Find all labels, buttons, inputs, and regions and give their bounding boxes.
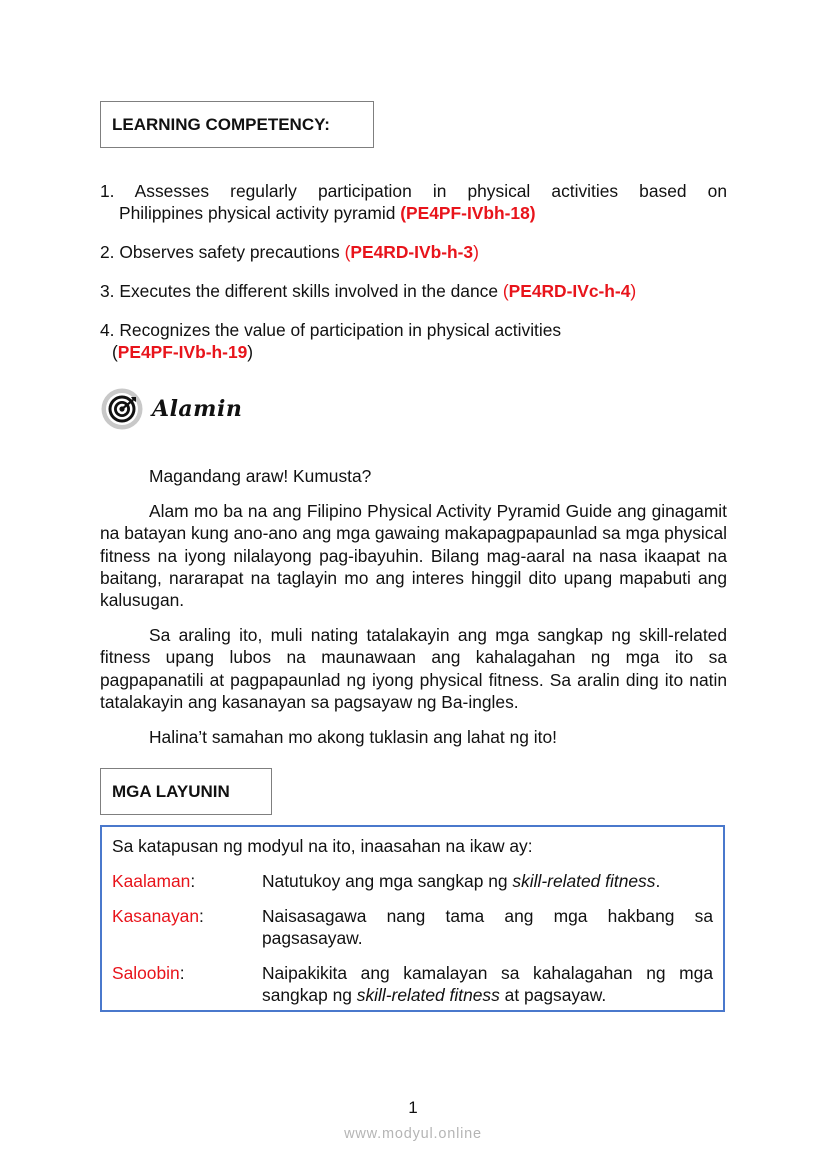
- competency-item-1: [100, 180, 727, 224]
- desc-text: Naisasagawa nang tama ang mga hakbang sa pagsasayaw.: [262, 906, 713, 948]
- competency-item-2: [100, 241, 727, 263]
- desc-text: at pagsayaw.: [499, 985, 607, 1005]
- footer-watermark-url: www.modyul.online: [344, 1126, 482, 1142]
- competency-item-3: [100, 280, 727, 302]
- item-number: 3.: [100, 281, 115, 301]
- desc-italic: skill-related fitness: [356, 985, 500, 1005]
- paragraph: Sa araling ito, muli nating tatalakayin ang mga sangkap ng skill-related fitness upang lubos na maunawaan ang kahalagahan ng mga ito sa pagpapanatili at pagpapaunlad ng iyong physical fitness. Sa aralin ding ito natin tatalakayin ang kasanayan sa pagsayaw ng Ba-ingles.: [100, 625, 727, 712]
- desc-text: Natutukoy ang mga sangkap ng: [262, 871, 513, 891]
- objectives-box: [100, 825, 725, 1012]
- target-icon: [101, 388, 143, 430]
- objective-description: [262, 905, 713, 949]
- learning-competency-heading-box: [100, 101, 374, 148]
- item-number: 1.: [100, 181, 115, 201]
- objective-description: [262, 962, 713, 1006]
- paren: ): [630, 281, 637, 301]
- paragraph: Halina’t samahan mo akong tuklasin ang lahat ng ito!: [149, 727, 557, 748]
- item-text: Assesses regularly participation in physical activities based on: [134, 181, 727, 201]
- objective-label: Saloobin: [112, 963, 180, 983]
- item-number: 4.: [100, 320, 115, 340]
- objective-row-kasanayan: [112, 905, 713, 949]
- item-text: Philippines physical activity pyramid: [119, 203, 401, 223]
- objective-label: Kasanayan: [112, 906, 200, 926]
- paren: (: [502, 281, 509, 301]
- alamin-body: [100, 465, 727, 761]
- mga-layunin-heading: MGA LAYUNIN: [112, 781, 230, 801]
- colon: :: [190, 871, 196, 891]
- paragraph: Alam mo ba na ang Filipino Physical Activity Pyramid Guide ang ginagamit na batayan kung ano-ano ang mga gawaing makapagpapaunlad sa mga physical fitness na iyong nilalayong pag-ibayuhin. Bilang mag-aaral na nasa ikaapat na baitang, nararapat na taglayin mo ang interes hinggil dito upang mapabuti ang kalusugan.: [100, 501, 727, 611]
- paren: ): [247, 342, 254, 362]
- paren: ): [473, 242, 479, 262]
- competency-code: PE4RD-IVb-h-3: [350, 242, 474, 262]
- competency-code: PE4RD-IVc-h-4: [508, 281, 631, 301]
- colon: :: [199, 906, 204, 926]
- colon: :: [179, 963, 185, 983]
- objective-row-saloobin: [112, 962, 713, 1006]
- objective-row-kaalaman: [112, 870, 713, 892]
- competency-list: [100, 180, 727, 380]
- paren: (: [344, 242, 351, 262]
- item-text: Executes the different skills involved in the dance: [119, 281, 503, 301]
- paren: (: [112, 342, 118, 362]
- objective-description: [262, 870, 713, 892]
- competency-code: (PE4PF-IVbh-18): [400, 203, 536, 223]
- paragraph: Magandang araw! Kumusta?: [149, 466, 372, 486]
- item-text: Recognizes the value of participation in physical activities: [119, 320, 562, 340]
- alamin-section-header: [101, 388, 242, 430]
- desc-italic: skill-related fitness: [512, 871, 656, 891]
- mga-layunin-heading-box: [100, 768, 272, 815]
- item-text: Observes safety precautions: [119, 242, 345, 262]
- alamin-title: Alamin: [152, 396, 243, 422]
- learning-competency-heading: LEARNING COMPETENCY:: [112, 114, 330, 134]
- objective-label: Kaalaman: [112, 871, 191, 891]
- page-number: 1: [408, 1098, 418, 1117]
- desc-text: .: [655, 871, 661, 891]
- competency-code: PE4PF-IVb-h-19: [117, 342, 248, 362]
- item-number: 2.: [100, 242, 115, 262]
- desc-text: Naipakikita ang kamalayan sa kahalagahan ng mga sangkap ng: [262, 963, 713, 1005]
- objectives-intro: Sa katapusan ng modyul na ito, inaasahan na ikaw ay:: [112, 836, 533, 856]
- competency-item-4: [100, 319, 727, 363]
